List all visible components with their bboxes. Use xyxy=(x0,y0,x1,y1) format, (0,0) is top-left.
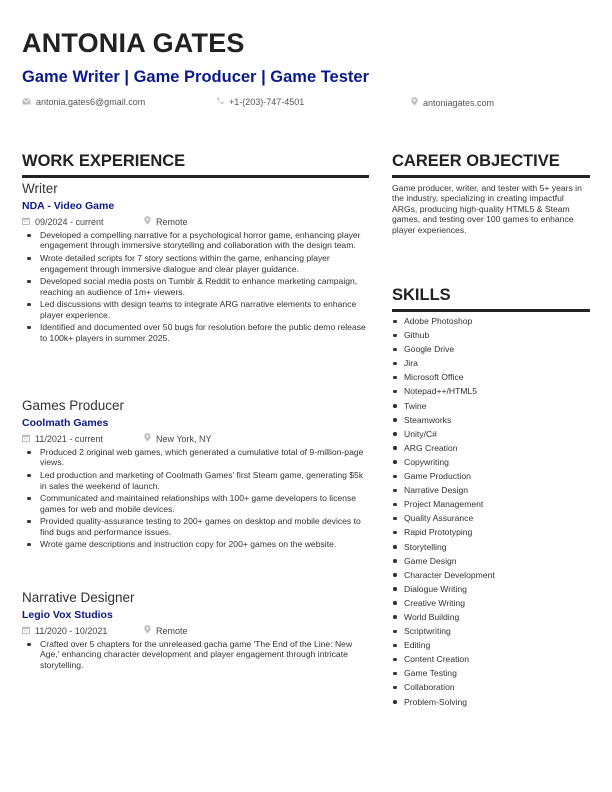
job-meta xyxy=(22,433,369,445)
skill-item: Microsoft Office xyxy=(392,370,590,384)
job-entry xyxy=(22,398,369,552)
job-entry xyxy=(22,181,369,346)
skill-item: Narrative Design xyxy=(392,483,590,497)
skill-item: Editing xyxy=(392,638,590,652)
job-bullets xyxy=(22,230,369,343)
contact-phone[interactable] xyxy=(216,97,304,107)
skill-item: Scriptwriting xyxy=(392,624,590,638)
skill-item: Copywriting xyxy=(392,455,590,469)
skill-item: Steamworks xyxy=(392,413,590,427)
email-text: antonia.gates6@gmail.com xyxy=(36,97,146,107)
job-dates: 11/2021 - current xyxy=(35,434,103,444)
skill-item: World Building xyxy=(392,610,590,624)
job-entry xyxy=(22,590,369,673)
job-bullet: Communicated and maintained relationships with 100+ game developers to license games for web and mobile devices. xyxy=(22,493,369,514)
skills-list xyxy=(392,314,590,709)
skill-item: Content Creation xyxy=(392,652,590,666)
job-location: Remote xyxy=(156,217,188,227)
section-career-objective: CAREER OBJECTIVE xyxy=(392,152,590,178)
section-work-experience: WORK EXPERIENCE xyxy=(22,152,369,178)
skill-item: Github xyxy=(392,328,590,342)
phone-icon xyxy=(216,97,224,107)
job-bullet: Developed a compelling narrative for a psychological horror game, enhancing player engagement through immersive storytelling and collaboration with the design team. xyxy=(22,230,369,251)
skill-item: Google Drive xyxy=(392,342,590,356)
job-role: Games Producer xyxy=(22,398,125,413)
job-bullets xyxy=(22,639,369,670)
job-bullet: Led discussions with design teams to integrate ARG narrative elements to enhance player experience. xyxy=(22,299,369,320)
candidate-name: ANTONIA GATES xyxy=(22,28,245,58)
calendar-icon xyxy=(22,433,30,445)
location-pin-icon xyxy=(144,216,151,228)
skill-item: Storytelling xyxy=(392,540,590,554)
career-objective-text: Game producer, writer, and tester with 5+ years in the industry, specializing in creating impactful ARGs, producing high-quality HTML5 & Steam games, and testing over 100 games to enhance player experiences. xyxy=(392,183,582,235)
job-company: Coolmath Games xyxy=(22,417,109,429)
job-role: Narrative Designer xyxy=(22,590,135,605)
skill-item: Jira xyxy=(392,356,590,370)
skill-item: Dialogue Writing xyxy=(392,582,590,596)
skill-item: Game Production xyxy=(392,469,590,483)
skill-item: Adobe Photoshop xyxy=(392,314,590,328)
skill-item: Twine xyxy=(392,399,590,413)
job-bullets xyxy=(22,447,369,550)
job-bullet: Wrote detailed scripts for 7 story sections within the game, enhancing player engagement through immersive dialogue and clear player guidance. xyxy=(22,253,369,274)
job-bullet: Crafted over 5 chapters for the unreleased gacha game 'The End of the Line: New Age,' enhancing character development and player engagement through intricate storytelling. xyxy=(22,639,369,670)
contact-email[interactable] xyxy=(22,97,145,107)
job-location: Remote xyxy=(156,626,188,636)
skill-item: Game Testing xyxy=(392,666,590,680)
skill-item: Problem-Solving xyxy=(392,695,590,709)
job-location: New York, NY xyxy=(156,434,212,444)
skill-item: Creative Writing xyxy=(392,596,590,610)
skill-item: Game Design xyxy=(392,554,590,568)
skill-item: Character Development xyxy=(392,568,590,582)
job-dates: 09/2024 - current xyxy=(35,217,104,227)
job-bullet: Led production and marketing of Coolmath Games' first Steam game, generating $5k in sales the weekend of launch. xyxy=(22,470,369,491)
job-bullet: Developed social media posts on Tumblr & Reddit to enhance marketing campaign, reaching an audience of 1m+ viewers. xyxy=(22,276,369,297)
candidate-title: Game Writer | Game Producer | Game Tester xyxy=(22,68,370,86)
job-bullet: Wrote game descriptions and instruction copy for 200+ games on the website. xyxy=(22,539,369,549)
location-pin-icon xyxy=(411,97,418,108)
skill-item: Collaboration xyxy=(392,680,590,694)
calendar-icon xyxy=(22,216,30,228)
job-meta xyxy=(22,625,369,637)
job-meta xyxy=(22,216,369,228)
calendar-icon xyxy=(22,625,30,637)
job-bullet: Provided quality-assurance testing to 200+ games on desktop and mobile devices to find bugs and performance issues. xyxy=(22,516,369,537)
skill-item: ARG Creation xyxy=(392,441,590,455)
job-company: Legio Vox Studios xyxy=(22,609,113,621)
location-pin-icon xyxy=(144,433,151,445)
website-text: antoniagates.com xyxy=(423,97,495,108)
skill-item: Rapid Prototyping xyxy=(392,525,590,539)
section-skills: SKILLS xyxy=(392,286,590,312)
job-dates: 11/2020 - 10/2021 xyxy=(35,626,108,636)
job-role: Writer xyxy=(22,181,58,196)
job-bullet: Identified and documented over 50 bugs for resolution before the public demo release to 100k+ players in summer 2025. xyxy=(22,322,369,343)
job-company: NDA - Video Game xyxy=(22,200,115,212)
envelope-icon xyxy=(22,97,31,107)
contact-website[interactable] xyxy=(411,97,494,108)
skill-item: Unity/C# xyxy=(392,427,590,441)
skill-item: Project Management xyxy=(392,497,590,511)
skill-item: Quality Assurance xyxy=(392,511,590,525)
job-bullet: Produced 2 original web games, which generated a cumulative total of 9-million-page views. xyxy=(22,447,369,468)
phone-text: +1-(203)-747-4501 xyxy=(229,97,305,107)
skill-item: Notepad++/HTML5 xyxy=(392,384,590,398)
location-pin-icon xyxy=(144,625,151,637)
